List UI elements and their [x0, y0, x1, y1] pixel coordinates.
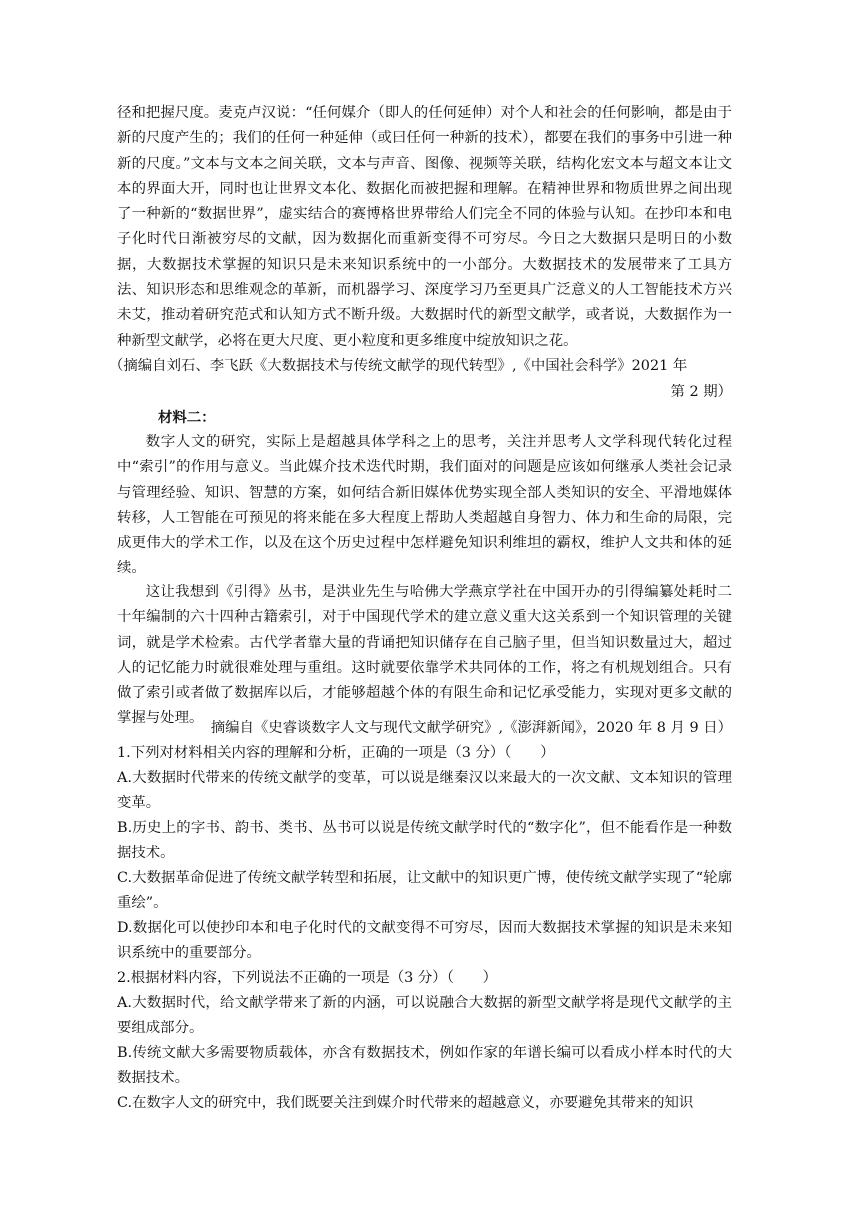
question-2-option-b: B.传统文献大多需要物质载体，亦含有数据技术，例如作家的年谱长编可以看成小样本时代的大数据技术。 [117, 1045, 732, 1087]
question-1-stem: 1.下列对材料相关内容的理解和分析，正确的一项是（3 分）（ ） [117, 745, 555, 761]
question-1-option-c: C.大数据革命促进了传统文献学转型和拓展，让文献中的知识更广博，使传统文献学实现了“轮廓重绘”。 [117, 870, 732, 912]
material2-heading: 材料二： [158, 409, 216, 426]
question-2-option-a: A.大数据时代，给文献学带来了新的内涵，可以说融合大数据的新型文献学将是现代文献学的主要组成部分。 [117, 995, 732, 1037]
source2-citation: 摘编自《史睿谈数字人文与现代文献学研究》,《澎湃新闻》，2020 年 8 月 9 日） [210, 720, 732, 736]
source1-citation-line1: （摘编自刘石、李飞跃《大数据技术与传统文献学的现代转型》,《中国社会科学》2021 年 [109, 358, 688, 374]
question-1-option-d: D.数据化可以使抄印本和电子化时代的文献变得不可穷尽，因而大数据技术掌握的知识是未来知识系统中的重要部分。 [117, 920, 732, 962]
question-2-option-c: C.在数字人文的研究中，我们既要关注到媒介时代带来的超越意义，亦要避免其带来的知识 [117, 1095, 694, 1111]
question-1-option-a: A.大数据时代带来的传统文献学的变革，可以说是继秦汉以来最大的一次文献、文本知识的管理变革。 [117, 770, 732, 812]
question-2-stem: 2.根据材料内容，下列说法不正确的一项是（3 分）（ ） [117, 970, 498, 986]
material2-paragraph-2: 这让我想到《引得》丛书，是洪业先生与哈佛大学燕京学社在中国开办的引得编纂处耗时二十年编制的六十四种古籍索引，对于中国现代学术的建立意义重大这关系到一个知识管理的关键词，就是学术检索。古代学者靠大量的背诵把知识储存在自己脑子里，但当知识数量过大，超过人的记忆能力时就很难处理与重组。这时就要依靠学术共同体的工作，将之有机规划组合。只有做了索引或者做了数据库以后，才能够超越个体的有限生命和记忆承受能力，实现对更多文献的掌握与处理。 [117, 584, 732, 727]
material1-continued-paragraph: 径和把握尺度。麦克卢汉说：“任何媒介（即人的任何延伸）对个人和社会的任何影响，都是由于新的尺度产生的；我们的任何一种延伸（或曰任何一种新的技术），都要在我们的事务中引进一种新的尺度。”文本与文本之间关联，文本与声音、图像、视频等关联，结构化宏文本与超文本让文本的界面大开，同时也让世界文本化、数据化而被把握和理解。在精神世界和物质世界之间出现了一种新的“数据世界”，虚实结合的赛博格世界带给人们完全不同的体验与认知。在抄印本和电子化时代日渐被穷尽的文献，因为数据化而重新变得不可穷尽。今日之大数据只是明日的小数据，大数据技术掌握的知识只是未来知识系统中的一小部分。大数据技术的发展带来了工具方法、知识形态和思维观念的革新，而机器学习、深度学习乃至更具广泛意义的人工智能技术方兴未艾，推动着研究范式和认知方式不断升级。大数据时代的新型文献学，或者说，大数据作为一种新型文献学，必将在更大尺度、更小粒度和更多维度中绽放知识之花。 [117, 105, 732, 349]
source1-citation-line2: 第 2 期） [670, 384, 732, 400]
question-1-option-b: B.历史上的字书、韵书、类书、丛书可以说是传统文献学时代的“数字化”，但不能看作是一种数据技术。 [117, 820, 732, 862]
material2-paragraph-1: 数字人文的研究，实际上是超越具体学科之上的思考，关注并思考人文学科现代转化过程中“索引”的作用与意义。当此媒介技术迭代时期，我们面对的问题是应该如何继承人类社会记录与管理经验、知识、智慧的方案，如何结合新旧媒体优势实现全部人类知识的安全、平滑地媒体转移，人工智能在可预见的将来能在多大程度上帮助人类超越自身智力、体力和生命的局限，完成更伟大的学术工作，以及在这个历史过程中怎样避免知识利维坦的霸权，维护人文共和体的延续。 [117, 434, 732, 577]
